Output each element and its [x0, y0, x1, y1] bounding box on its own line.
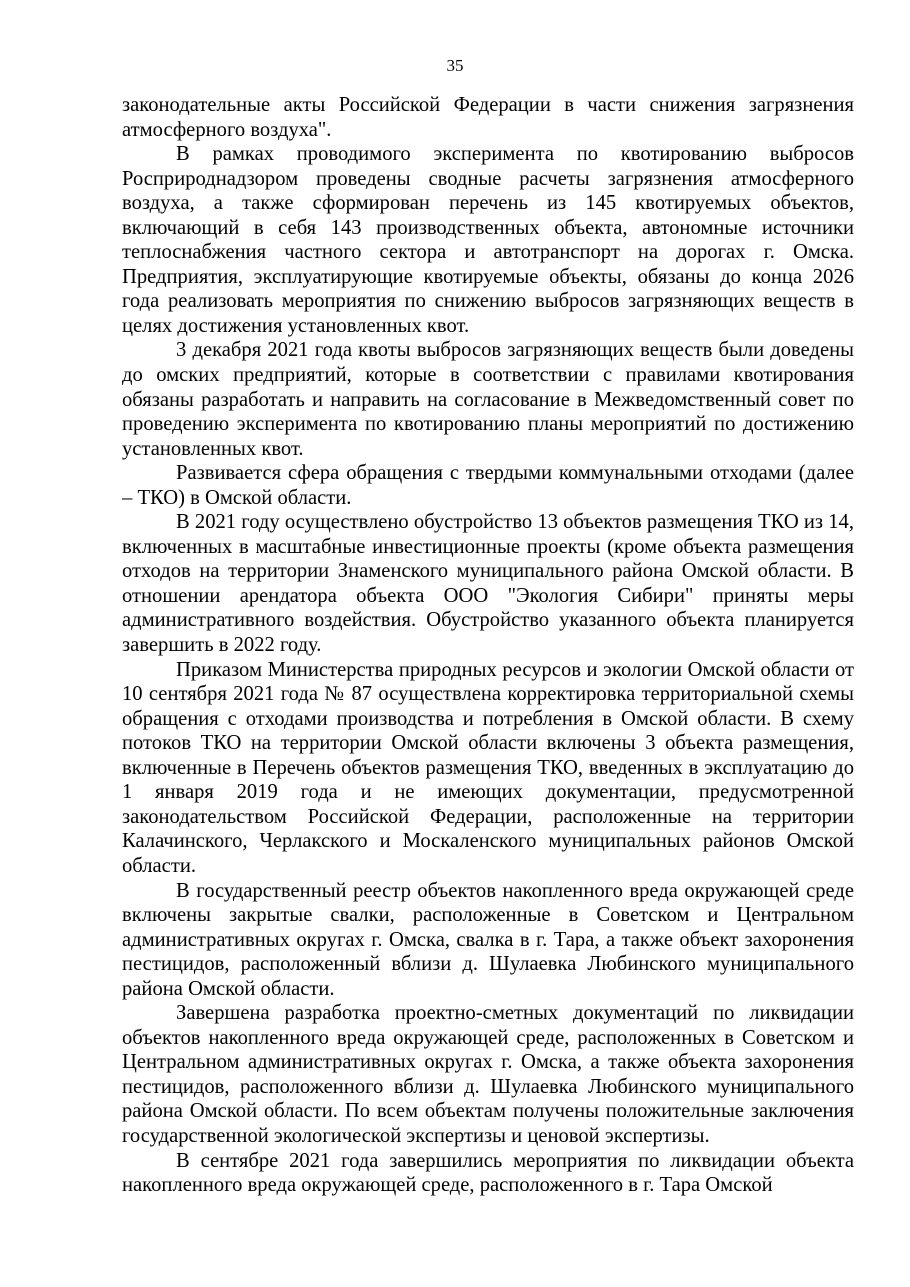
paragraph-state-registry: В государственный реестр объектов накопленного вреда окружающей среде включены закрытые свалки, расположенные в Советском и Центральном административных округах г. Омска, свалка в г. Тара, а также объект захоронения пестицидов, расположенный вблизи д. Шулаевка Любинского муниципального района Омской области.	[122, 879, 854, 1000]
paragraph-waste-facilities: В 2021 году осуществлено обустройство 13 объектов размещения ТКО из 14, включенных в масштабные инвестиционные проекты (кроме объекта размещения отходов на территории Знаменского муниципального района Омской области. В отношении арендатора объекта ООО "Экология Сибири" приняты меры административного воздействия. Обустройство указанного объекта планируется завершить в 2022 году.	[122, 511, 854, 657]
paragraph-tara-liquidation: В сентябре 2021 года завершились мероприятия по ликвидации объекта накопленного вреда окружающей среде, расположенного в г. Тара Омской	[122, 1149, 854, 1197]
paragraph-quotas-delivered: 3 декабря 2021 года квоты выбросов загрязняющих веществ были доведены до омских предприятий, которые в соответствии с правилами квотирования обязаны разработать и направить на согласование в Межведомственный совет по проведению эксперимента по квотированию планы мероприятий по достижению установленных квот.	[122, 339, 854, 460]
paragraph-design-documentation: Завершена разработка проектно-сметных документаций по ликвидации объектов накопленного вреда окружающей среде, расположенных в Советском и Центральном административных округах г. Омска, а также объекта захоронения пестицидов, расположенного вблизи д. Шулаевка Любинского муниципального района Омской области. По всем объектам получены положительные заключения государственной экологической экспертизы и ценовой экспертизы.	[122, 1002, 854, 1147]
page-number: 35	[446, 56, 464, 75]
body-text	[122, 93, 854, 1198]
paragraph-waste-sphere: Развивается сфера обращения с твердыми коммунальными отходами (далее – ТКО) в Омской области.	[122, 462, 854, 509]
paragraph-continuation: законодательные акты Российской Федерации в части снижения загрязнения атмосферного воздуха".	[122, 94, 854, 141]
paragraph-ministry-order: Приказом Министерства природных ресурсов и экологии Омской области от 10 сентября 2021 года № 87 осуществлена корректировка территориальной схемы обращения с отходами производства и потребления в Омской области. В схему потоков ТКО на территории Омской области включены 3 объекта размещения, включенные в Перечень объектов размещения ТКО, введенных в эксплуатацию до 1 января 2019 года и не имеющих документации, предусмотренной законодательством Российской Федерации, расположенные на территории Калачинского, Черлакского и Москаленского муниципальных районов Омской области.	[122, 658, 854, 877]
paragraph-quota-experiment: В рамках проводимого эксперимента по квотированию выбросов Росприроднадзором проведены сводные расчеты загрязнения атмосферного воздуха, а также сформирован перечень из 145 квотируемых объектов, включающий в себя 143 производственных объекта, автономные источники теплоснабжения частного сектора и автотранспорт на дорогах г. Омска. Предприятия, эксплуатирующие квотируемые объекты, обязаны до конца 2026 года реализовать мероприятия по снижению выбросов загрязняющих веществ в целях достижения установленных квот.	[122, 143, 854, 337]
